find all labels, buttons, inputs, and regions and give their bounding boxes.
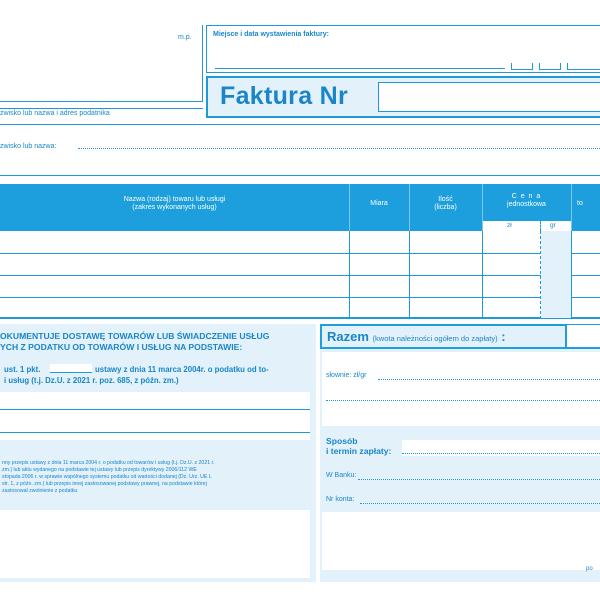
col-qty-header bbox=[409, 192, 482, 216]
razem-colon: : bbox=[501, 329, 506, 344]
exemption-point-field[interactable] bbox=[50, 364, 92, 373]
col-qty-line1: Ilość bbox=[438, 195, 453, 203]
price-zl-label: zł bbox=[507, 222, 512, 229]
col-unit-header: Miara bbox=[370, 199, 388, 207]
exemption-note-line: stopada 2006 r. w sprawie wspólnego systemu podatku od wartości dodanej (Dz. Urz. UE L bbox=[2, 474, 212, 481]
razem-amount-field[interactable] bbox=[565, 325, 600, 347]
place-date-label: Miejsce i data wystawienia faktury: bbox=[213, 31, 329, 38]
exemption-note-line: str. 1, z późn. zm.) lub przepis innej zastosowanej podstawy prawnej, na podstawie której bbox=[2, 481, 207, 488]
exemption-heading-line2: YCH Z PODATKU OD TOWARÓW I USŁUG NA PODSTAWIE: bbox=[0, 342, 243, 352]
exemption-other-line-top bbox=[0, 409, 310, 410]
price-gr-label: gr bbox=[550, 222, 556, 229]
payment-label-line1: Sposób bbox=[326, 436, 358, 446]
table-col-line-total bbox=[571, 231, 572, 319]
invoice-number-field[interactable] bbox=[378, 82, 600, 112]
amount-in-words-field[interactable] bbox=[322, 352, 600, 426]
date-year-field[interactable] bbox=[567, 63, 600, 70]
col-name-header bbox=[0, 192, 349, 216]
table-col-line-price bbox=[482, 231, 483, 319]
payment-label-line2: i termin zapłaty: bbox=[326, 446, 392, 456]
price-subheader-divider bbox=[540, 221, 541, 231]
exemption-note bbox=[2, 460, 312, 495]
col-name-line2: (zakres wykonanych usług) bbox=[132, 204, 217, 211]
bank-label: W Banku: bbox=[326, 472, 357, 479]
col-price-line2: jednostkowa bbox=[507, 201, 546, 208]
stamp-label: m.p. bbox=[178, 34, 192, 41]
col-total-header: to bbox=[577, 199, 583, 207]
exemption-art-line1b: ustawy z dnia 11 marca 2004r. o podatku od to- bbox=[95, 365, 269, 374]
seller-stamp-box bbox=[0, 25, 203, 102]
gr-column-shade bbox=[541, 231, 571, 318]
signature-field[interactable] bbox=[322, 512, 600, 570]
place-date-underline bbox=[215, 68, 505, 69]
exemption-art-line2: i usług (t.j. Dz.U. z 2021 r. poz. 685, z późn. zm.) bbox=[4, 376, 179, 385]
account-line[interactable] bbox=[360, 503, 600, 504]
exemption-note-line: nny przepis ustawy z dnia 11 marca 2004 r. o podatku od towarów i usług (t.j. Dz.U. z 2021 r. bbox=[2, 460, 215, 466]
razem-note: (kwota należności ogółem do zapłaty) bbox=[372, 334, 498, 343]
exemption-art-line1a: ust. 1 pkt. bbox=[4, 365, 41, 374]
account-label: Nr konta: bbox=[326, 496, 355, 503]
payment-terms-line bbox=[402, 453, 600, 454]
table-col-line-unit bbox=[349, 231, 350, 319]
table-row[interactable] bbox=[0, 253, 600, 254]
date-day-field[interactable] bbox=[511, 63, 533, 70]
buyer-label: zwisko lub nazwa: bbox=[0, 143, 57, 150]
amount-in-words-line2 bbox=[326, 400, 600, 401]
exemption-basis-field[interactable] bbox=[0, 510, 310, 578]
buyer-box bbox=[0, 124, 600, 176]
date-month-field[interactable] bbox=[539, 63, 561, 70]
exemption-note-line: zm.) lub aktu wydanego na podstawie tej ustawy lub przepis dyrektywy 2006/112 WE bbox=[2, 467, 197, 474]
col-price-line1: C e n a bbox=[511, 192, 542, 200]
exemption-other-line-bottom bbox=[0, 432, 310, 433]
invoice-title: Faktura Nr bbox=[220, 82, 349, 110]
col-name-line1: Nazwa (rodzaj) towaru lub usługi bbox=[123, 195, 226, 203]
razem-title: Razem bbox=[327, 329, 369, 344]
signature-label-partial: po bbox=[586, 566, 593, 572]
exemption-heading-line1: OKUMENTUJE DOSTAWĘ TOWARÓW LUB ŚWIADCZENIE USŁUG bbox=[0, 331, 270, 341]
seller-address-underline bbox=[0, 108, 203, 109]
razem-label bbox=[327, 329, 506, 344]
buyer-name-line[interactable] bbox=[78, 148, 600, 149]
table-col-line-qty bbox=[409, 231, 410, 319]
bank-line[interactable] bbox=[358, 479, 600, 480]
table-row[interactable] bbox=[0, 297, 600, 298]
col-price-header bbox=[482, 188, 571, 214]
seller-address-label: zwisko lub nazwa i adres podatnika bbox=[0, 110, 110, 117]
price-subheader bbox=[483, 221, 571, 231]
amount-in-words-label: słownie: zł/gr bbox=[326, 372, 367, 379]
exemption-note-line: zastosował zwolnienie z podatku bbox=[2, 488, 78, 495]
col-qty-line2: (liczba) bbox=[434, 204, 457, 211]
amount-in-words-line1 bbox=[378, 379, 600, 380]
table-row[interactable] bbox=[0, 275, 600, 276]
